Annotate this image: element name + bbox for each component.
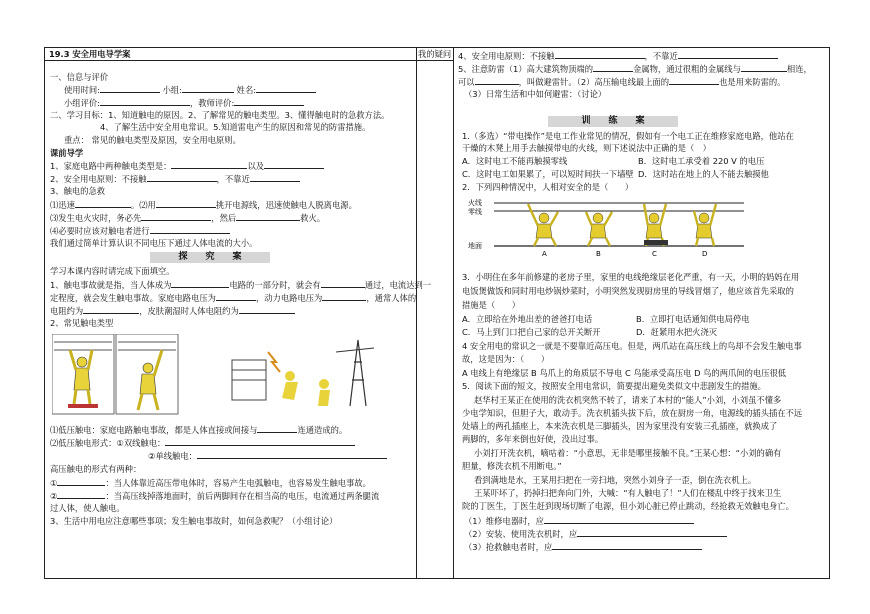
q3-stem: 电饭煲做饭和同时用电炒锅炒菜时，小明突然发现厨房里的导线冒烟了，他应该首先采取的 — [462, 286, 794, 296]
learning-goals-line: 4、了解生活中安全用电常识。5.知道雷电产生的原因和常见的防雷措施。 — [100, 122, 371, 132]
story-paragraph: 院的丁医生，丁医生赶到现场切断了电源，但小刘心脏已停止跳动，经抢救无效触电身亡。 — [462, 501, 794, 511]
high-voltage-shock-figures — [228, 336, 374, 412]
high-voltage-type2-cont: 过人体，使人触电。 — [50, 503, 125, 513]
answer-line-2: （2）安装、使用洗衣机时，应 — [464, 528, 727, 540]
explore-q2-1: ⑴低压触电：家庭电路触电事故，都是人体直接或间接与 连通造成的。 — [50, 425, 348, 435]
q4-stem: 4 安全用电的常识之一就是不要靠近高压电。但是，两爪站在高压线上的鸟却不会发生触电事 — [462, 341, 802, 351]
explore-q3: 3、生活中用电应注意哪些事项；发生触电事故时，如何急救呢？（小组讨论） — [50, 516, 338, 526]
q4-stem: 故，这是因为：（ ） — [462, 354, 550, 364]
q2-stem: 2．下列四种情况中，人相对安全的是（ ） — [462, 182, 634, 192]
pre-study-q1: 1、家庭电路中两种触电类型是： 以及 — [50, 160, 324, 172]
q1-stem: 1.（多选）“带电操作”是电工作业常见的情况，假如有一个电工正在维修家庭电路，他站在 — [462, 131, 794, 141]
figure-label-b: B — [596, 250, 601, 256]
q1-option-a: A．这时电工不能再触摸零线 — [462, 156, 568, 166]
answer-line-1: （1）维修电器时，应 — [464, 515, 694, 527]
key-points-line: 重点： 常见的触电类型及原因，安全用电原则。 — [64, 135, 241, 145]
explore-q1-line2: 定程度，就会发生触电事故。家庭电路电压为 ，动力电路电压为 ，通常人体的 — [50, 293, 417, 303]
q3-option-a: A．立即给在外地出差的爸爸打电话 — [462, 314, 593, 324]
story-paragraph: 小刘打开洗衣机，嘀咕着：“小意思，无非是哪里接触不良。”王某心想：“小刘的确有 — [474, 448, 782, 458]
story-paragraph: 王某吓坏了，扔掉扫把奔向门外，大喊：“有人触电了！”人们在楼乱中终于找来卫生 — [474, 488, 782, 498]
low-voltage-shock-figures — [52, 334, 180, 416]
explore-intro: 学习本课内容时请完成下面填空。 — [50, 266, 175, 276]
pre-study-title: 课前导学 — [50, 148, 84, 158]
story-paragraph: 少电学知识，但胆子大，敢动手。洗衣机插头拔下后，放在厨房一角，电源线的插头插在不远 — [462, 408, 803, 418]
q2-wire-figure — [468, 196, 746, 256]
column-divider — [453, 48, 454, 578]
pre-study-q2: 2、安全用电原则：不接触 ，不靠近 — [50, 173, 300, 185]
story-paragraph: 胆量，修洗衣机不用断电。” — [462, 461, 562, 471]
q3-option-c: C．马上到门口把自己家的总开关断开 — [462, 327, 601, 337]
section-info-title: 一、信息与评价 — [50, 72, 109, 82]
label-neutral-wire: 零线 — [468, 208, 482, 216]
column-divider — [416, 48, 417, 578]
explore-q1-line3: 电阻约为 ，皮肤潮湿时人体电阻约为 — [50, 305, 295, 317]
q5-stem: 5．阅读下面的短文，按照安全用电常识，简要提出避免类似文中悲剧发生的措施。 — [462, 381, 766, 391]
story-paragraph: 两脚的，多年来倒也好使，没出过事。 — [462, 434, 604, 444]
figure-label-c: C — [652, 250, 657, 256]
learning-goals-line: 二、学习目标：1、知道触电的原因。2、了解常见的触电类型。3、懂得触电时的急救方法。 — [50, 110, 390, 120]
high-voltage-type1: ① ：当人体靠近高压带电体时，容易产生电弧触电，也容易发生触电事故。 — [50, 478, 371, 488]
pre-study-q3a: ⑴迅速 。⑵用 挑开电源线，迅速使触电人脱离电源。 — [50, 200, 357, 210]
high-voltage-title: 高压触电的形式有两种： — [50, 464, 142, 474]
lightning-line3: （3）日常生活和中如何避雷：（讨论） — [464, 89, 607, 99]
q3-stem: 3．小明住在多年前修建的老房子里，家里的电线绝缘层老化严重，有一天，小明的妈妈在用 — [462, 272, 800, 282]
q4-options: A 电线上有绝缘层 B 鸟爪上的角质层不导电 C 鸟能承受高压电 D 鸟的两爪间的电压很低 — [462, 368, 787, 378]
explore-q1-line1: 1、触电事故就是指，当人体成为 电路的一部分时，就会有 通过，电流达到一 — [50, 280, 432, 290]
figure-label-a: A — [542, 250, 547, 256]
q3-stem: 措施是（ ） — [462, 300, 521, 310]
pre-study-q3: 3、触电的急救 — [50, 186, 106, 196]
q3-option-b: B．立即打电话通知供电局停电 — [636, 314, 750, 324]
label-ground: 地面 — [468, 242, 482, 250]
rule-line: 4、安全用电原则：不接触 ，不靠近 — [458, 50, 778, 62]
story-paragraph: 处墙上的两孔插座上，本来洗衣机是三脚插头，因为家里没有安装三孔插座，就换成了 — [462, 421, 778, 431]
answer-line-3: （3）抢救触电者时，应 — [464, 541, 702, 553]
usage-time-row: 使用时间: 小组: 姓名: — [64, 84, 316, 96]
pre-study-q3c: ⑷必要时应该对触电者进行 — [50, 225, 230, 237]
q1-stem: 干燥的木凳上用手去触摸带电的火线，则下述说法中正确的是（ ） — [462, 143, 711, 153]
explore-q2: 2、常见触电类型 — [50, 318, 114, 328]
training-banner: 训 练 案 — [548, 116, 678, 127]
q1-option-c: C．这时电工如果累了，可以短时间扶一下墙壁 — [462, 169, 634, 179]
q1-option-d: D．这时站在地上的人不能去触摸他 — [638, 169, 769, 179]
explore-q2-3: ②单线触电： — [148, 450, 387, 462]
q3-option-d: D．赶紧用水把火浇灭 — [636, 327, 718, 337]
story-paragraph: 赵华村王某正在使用的洗衣机突然不转了，请来了本村的“能人”小刘，小刘虽不懂多 — [474, 395, 782, 405]
header-divider — [45, 60, 453, 61]
lightning-line1: 5、注意防雷（1）高大建筑物顶端的 金属物，通过很粗的金属线与 相连， — [458, 64, 812, 74]
high-voltage-type2: ② ：当高压线掉落地面时，前后两脚间存在相当高的电压，电流通过两条腿流 — [50, 491, 380, 501]
story-paragraph: 看到满地是水，王某用扫把在一旁扫地，突然小刘身子一歪，倒在洗衣机上。 — [474, 475, 757, 485]
pre-study-q3b: ⑶发生电火灾时，务必先 ，然后 救火。 — [50, 213, 326, 223]
questions-column-header: 我的疑问 — [418, 49, 452, 59]
page-title: 19.3 安全用电导学案 — [49, 49, 131, 59]
explore-q2-2: ⑵低压触电形式：①双线触电： — [50, 437, 355, 449]
lightning-line2: 可以 ，叫做避雷针。（2）高压输电线最上面的 也是用来防雷的。 — [458, 77, 786, 87]
explore-banner: 探 究 案 — [150, 252, 270, 263]
label-live-wire: 火线 — [468, 199, 482, 207]
evaluation-row: 小组评价: ，教师评价: — [64, 97, 304, 109]
q1-option-b: B．这时电工承受着 220 V 的电压 — [638, 156, 765, 166]
pre-study-q4: 我们通过简单计算认识不同电压下通过人体电流的大小。 — [50, 238, 258, 248]
figure-label-d: D — [702, 250, 708, 256]
